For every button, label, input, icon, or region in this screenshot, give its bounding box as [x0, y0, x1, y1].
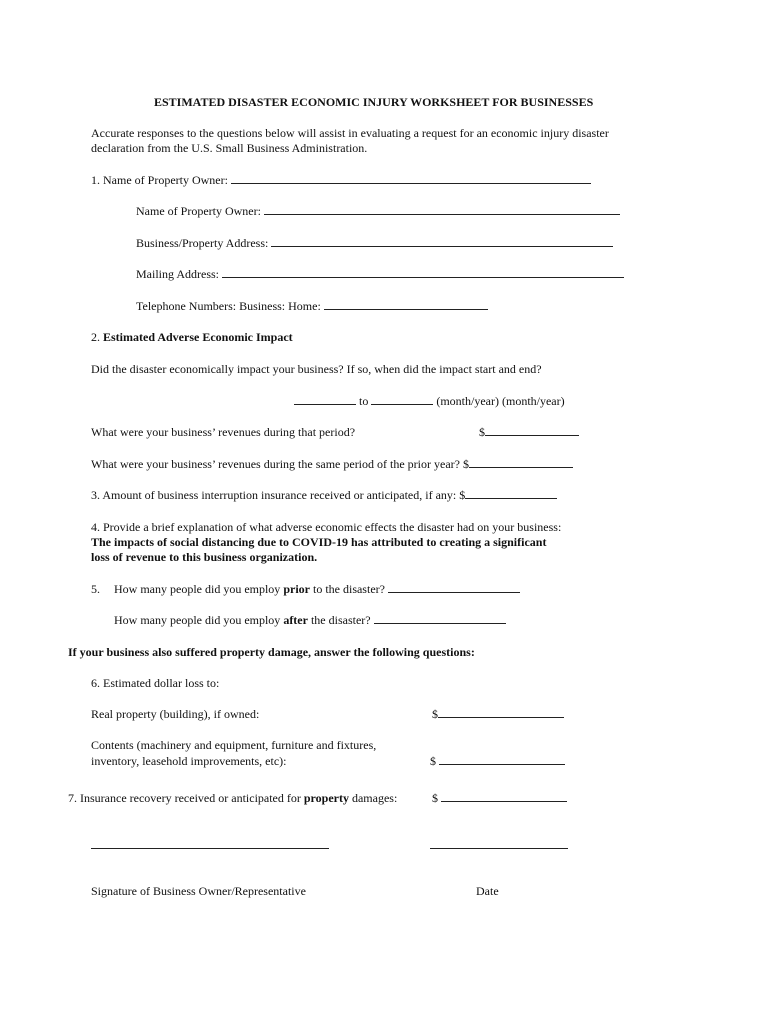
owner-row [136, 204, 620, 219]
q5-number: 5. [91, 582, 100, 596]
dollar-sign: $ [432, 791, 438, 805]
contents-line-2: inventory, leasehold improvements, etc): [91, 754, 287, 768]
address-row [136, 236, 613, 251]
revenue-prior-label: What were your business’ revenues during the same period of the prior year? [91, 457, 460, 471]
revenue-period-row [479, 425, 579, 440]
q7-bold: property [303, 791, 349, 805]
q7-row [68, 791, 397, 806]
contents-line-1: Contents (machinery and equipment, furniture and fixtures, [91, 738, 377, 752]
q7-post: damages: [351, 791, 398, 805]
q5-after-post: the disaster? [310, 613, 371, 627]
employees-prior-field[interactable] [388, 582, 520, 593]
q3-row [91, 488, 557, 503]
period-start-field[interactable] [294, 394, 356, 405]
revenue-period-label: What were your business’ revenues during that period? [91, 425, 356, 439]
q7-field[interactable] [441, 791, 567, 802]
q2-heading: Estimated Adverse Economic Impact [103, 330, 293, 344]
q4-answer-line-2[interactable]: loss of revenue to this business organization. [91, 550, 318, 564]
phone-field[interactable] [324, 299, 488, 310]
q5-prior-post: to the disaster? [312, 582, 385, 596]
dollar-sign: $ [462, 457, 469, 471]
contents-row [430, 754, 565, 769]
q5-after-row [114, 613, 506, 628]
intro-line-1: Accurate responses to the questions below will assist in evaluating a request for an economic injury disaster [91, 126, 609, 140]
q5-prior-pre: How many people did you employ [114, 582, 281, 596]
q5-after-pre: How many people did you employ [114, 613, 281, 627]
q1-row [91, 173, 591, 188]
period-row [294, 394, 565, 409]
q3-label: 3. Amount of business interruption insurance received or anticipated, if any: [91, 488, 457, 502]
mailing-field[interactable] [222, 267, 624, 278]
q4-answer-line-1[interactable]: The impacts of social distancing due to COVID-19 has attributed to creating a significant [91, 535, 547, 549]
q3-field[interactable] [465, 488, 557, 499]
q7-pre: 7. Insurance recovery received or anticipated for [68, 791, 301, 805]
q7-amount-row [432, 791, 567, 806]
q5-after-bold: after [283, 613, 308, 627]
date-line[interactable] [430, 848, 568, 849]
revenue-prior-row [91, 457, 573, 472]
period-end-field[interactable] [371, 394, 433, 405]
date-label: Date [476, 884, 499, 898]
q2-number: 2. [91, 330, 100, 344]
property-heading: If your business also suffered property damage, answer the following questions: [68, 645, 475, 659]
q6-label: 6. Estimated dollar loss to: [91, 676, 220, 690]
dollar-sign: $ [430, 754, 436, 768]
signature-line[interactable] [91, 848, 329, 849]
phone-label: Telephone Numbers: Business: Home: [136, 299, 321, 313]
q5-prior-row [114, 582, 520, 597]
address-field[interactable] [271, 236, 613, 247]
employees-after-field[interactable] [374, 613, 506, 624]
signature-label: Signature of Business Owner/Representative [91, 884, 306, 898]
real-property-label: Real property (building), if owned: [91, 707, 260, 721]
intro-line-2: declaration from the U.S. Small Business Administration. [91, 141, 368, 155]
address-label: Business/Property Address: [136, 236, 269, 250]
owner-label: Name of Property Owner: [136, 204, 261, 218]
q1-owner-field[interactable] [231, 173, 591, 184]
owner-field[interactable] [264, 204, 620, 215]
q2-question: Did the disaster economically impact your business? If so, when did the impact start and end? [91, 362, 542, 376]
real-property-row [432, 707, 564, 722]
real-property-field[interactable] [438, 707, 564, 718]
period-hint: (month/year) (month/year) [436, 394, 565, 408]
dollar-sign: $ [479, 425, 485, 439]
revenue-prior-field[interactable] [469, 457, 573, 468]
page-title: ESTIMATED DISASTER ECONOMIC INJURY WORKSHEET FOR BUSINESSES [154, 95, 594, 109]
contents-field[interactable] [439, 754, 565, 765]
q2-heading-row [91, 330, 293, 345]
dollar-sign: $ [432, 707, 438, 721]
q5-prior-bold: prior [283, 582, 310, 596]
phone-row [136, 299, 488, 314]
dollar-sign: $ [459, 488, 466, 502]
period-to: to [359, 394, 369, 408]
mailing-label: Mailing Address: [136, 267, 219, 281]
mailing-row [136, 267, 624, 282]
revenue-period-field[interactable] [485, 425, 579, 436]
q4-label: 4. Provide a brief explanation of what adverse economic effects the disaster had on your business: [91, 520, 562, 534]
q1-label: 1. Name of Property Owner: [91, 173, 228, 187]
